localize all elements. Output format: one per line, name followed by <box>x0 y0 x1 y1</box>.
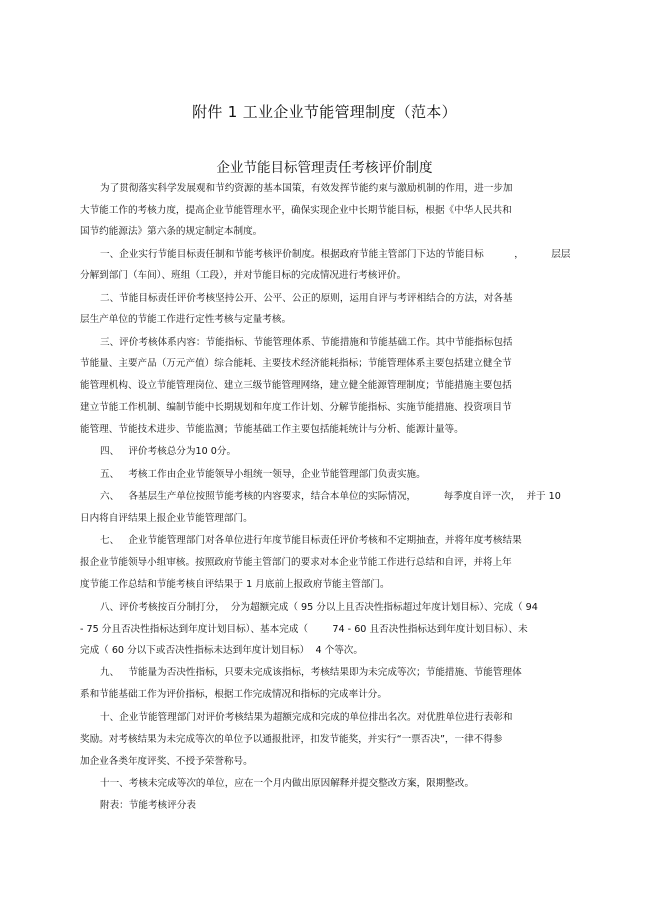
paragraph-line: 大节能工作的考核力度，提高企业节能管理水平，确保实现企业中长期节能目标，根据《中华人民共和 <box>80 205 512 216</box>
paragraph-line: 国节约能源法》第六条的规定制定本制度。 <box>80 226 263 237</box>
paragraph-line: 报企业节能领导小组审核。按照政府节能主管部门的要求对本企业节能工作进行总结和自评，并将上年 <box>80 557 512 568</box>
page-title: 附件 1 工业企业节能管理制度（范本） <box>192 103 457 121</box>
paragraph-line: 五、 考核工作由企业节能领导小组统一领导，企业节能管理部门负责实施。 <box>100 469 426 480</box>
paragraph-line: 能管理、节能技术进步、节能监测；节能基础工作主要包括能耗统计与分析、能源计量等。 <box>80 424 464 435</box>
paragraph-line: 六、 各基层生产单位按照节能考核的内容要求，结合本单位的实际情况， 每季度自评一次， 并于 10 <box>100 491 561 502</box>
paragraph-line: 度节能工作总结和节能考核自评结果于 1 月底前上报政府节能主管部门。 <box>80 579 390 590</box>
paragraph-line: 四、 评价考核总分为10 0分。 <box>100 446 237 457</box>
paragraph-line: 能管理机构、设立节能管理岗位、建立三级节能管理网络，建立健全能源管理制度；节能措施主要包括 <box>80 380 512 391</box>
paragraph-line: - 75 分且否决性指标达到年度计划目标）、基本完成（ 74 - 60 且否决性指标达到年度计划目标）、未 <box>80 624 528 635</box>
paragraph-line: 附表：节能考核评分表 <box>100 800 196 811</box>
paragraph-line: 日内将自评结果上报企业节能管理部门。 <box>80 513 253 524</box>
paragraph-line: 十、企业节能管理部门对评价考核结果为超额完成和完成的单位排出名次。对优胜单位进行表彰和 <box>100 712 513 723</box>
paragraph-line: 十一、考核未完成等次的单位，应在一个月内做出原因解释并提交整改方案，限期整改。 <box>100 778 475 789</box>
paragraph-line: 分解到部门（车间）、班组（工段），并对节能目标的完成情况进行考核评价。 <box>80 270 407 281</box>
paragraph-line: 八、评价考核按百分制打分， 分为超额完成（ 95 分以上且否决性指标超过年度计划目标）、完成（ 94 <box>100 602 538 613</box>
paragraph-line: 三、评价考核体系内容：节能指标、节能管理体系、节能措施和节能基础工作。其中节能指标包括 <box>100 337 513 348</box>
paragraph-line: 节能量、主要产品（万元产值）综合能耗、主要技术经济能耗指标；节能管理体系主要包括建立健全节 <box>80 358 512 369</box>
section-title: 企业节能目标管理责任考核评价制度 <box>216 160 433 176</box>
paragraph-line: 加企业各类年度评奖、不授予荣誉称号。 <box>80 756 253 767</box>
paragraph-line: 七、 企业节能管理部门对各单位进行年度节能目标责任评价考核和不定期抽查，并将年度考核结果 <box>100 535 522 546</box>
paragraph-line: 九、 节能量为否决性指标，只要未完成该指标，考核结果即为未完成等次；节能措施、节能管理体 <box>100 667 522 678</box>
paragraph-line: 奖励。对考核结果为未完成等次的单位予以通报批评，扣发节能奖，并实行“一票否决”，一律不得参 <box>80 734 503 745</box>
paragraph-line: 建立节能工作机制、编制节能中长期规划和年度工作计划、分解节能指标、实施节能措施、投资项目节 <box>80 402 512 413</box>
paragraph-line: 完成（ 60 分以下或否决性指标未达到年度计划目标） 4 个等次。 <box>80 645 363 656</box>
paragraph-line: 二、节能目标责任评价考核坚持公开、公平、公正的原则，运用自评与考评相结合的方法，对各基 <box>100 293 513 304</box>
paragraph-line: 系和节能基础工作为评价指标，根据工作完成情况和指标的完成率计分。 <box>80 689 387 700</box>
paragraph-line: 一、企业实行节能目标责任制和节能考核评价制度。根据政府节能主管部门下达的节能目标 ， 层层 <box>100 249 571 260</box>
paragraph-line: 为了贯彻落实科学发展观和节约资源的基本国策，有效发挥节能约束与激励机制的作用，进一步加 <box>100 183 513 194</box>
paragraph-line: 层生产单位的节能工作进行定性考核与定量考核。 <box>80 314 292 325</box>
